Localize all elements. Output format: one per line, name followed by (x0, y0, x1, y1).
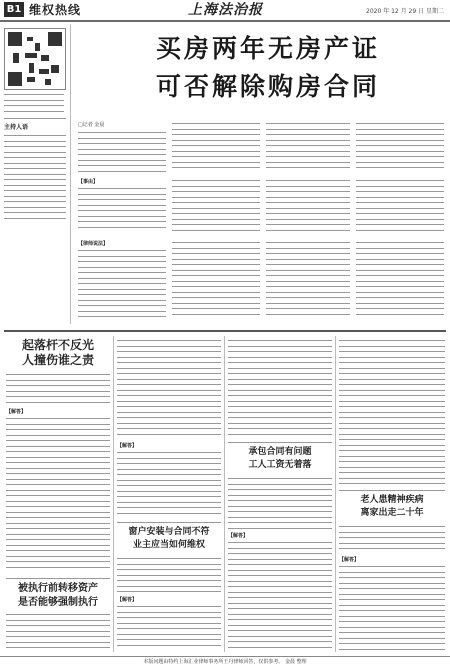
main-article-col3 (266, 121, 350, 173)
section-title: 维权热线 (29, 3, 82, 17)
article1-title-line2: 人撞伤谁之责 (21, 353, 94, 367)
lawyer-text-2 (172, 240, 260, 322)
qr-code (4, 28, 66, 90)
case-text-3 (266, 178, 350, 234)
article2-title-line1: 被执行前转移资产 (18, 583, 98, 594)
masthead-logo: 上海法治报 (188, 2, 263, 18)
article4-answer (228, 540, 332, 652)
article3-answer-tag: 【解答】 (117, 597, 138, 603)
issue-date: 2020 年 12 月 29 日 星期二 (366, 8, 444, 15)
qr-caption (4, 92, 64, 114)
host-note-text (4, 133, 66, 225)
article1-question (6, 372, 110, 406)
article1-answer-tag: 【解答】 (6, 409, 27, 415)
lawyer-tag: 【律师说法】 (78, 241, 109, 247)
article5-question (339, 524, 445, 554)
article4-question (228, 476, 332, 530)
article4-title-line2: 工人工资无着落 (248, 460, 312, 470)
article2-answer-tag: 【解答】 (117, 443, 138, 449)
article3-title-line2: 业主应当如何维权 (132, 540, 205, 550)
lawyer-text-4 (356, 240, 444, 322)
article2-title-line2: 是否能够强制执行 (18, 597, 98, 608)
headline-line2: 可否解除购房合同 (155, 72, 380, 101)
article1-answer (6, 416, 110, 574)
headline-line1: 买房两年无房产证 (155, 34, 380, 63)
article2-answer (117, 450, 221, 518)
main-article-col2 (172, 121, 260, 173)
main-article-col4 (356, 121, 444, 173)
article2-text (6, 612, 110, 652)
lawyer-text-1 (78, 248, 166, 322)
case-text-4 (356, 178, 444, 234)
article4-answer-cont (339, 338, 445, 488)
footer-note: 本版问题由特约上海汇业律师事务所王丹律师回答，仅供参考。 金晨 整理 (0, 656, 450, 669)
lawyer-text-3 (266, 240, 350, 322)
article5-title-line1: 老人患精神疾病 (360, 495, 424, 505)
article3-answer (117, 604, 221, 652)
article4-title-line1: 承包合同有问题 (248, 447, 312, 457)
article1-answer-cont (117, 338, 221, 438)
host-note-title: 主持人语 (4, 124, 29, 131)
article3-question (117, 556, 221, 594)
article5-answer-tag: 【解答】 (339, 557, 360, 563)
case-text (78, 186, 166, 232)
article1-title-line1: 起落杆不反光 (21, 338, 94, 352)
article5-title-line2: 离家出走二十年 (360, 508, 424, 518)
article3-answer-cont (228, 338, 332, 438)
article4-answer-tag: 【解答】 (228, 533, 249, 539)
article5-answer (339, 564, 445, 652)
main-article-col1 (78, 130, 166, 174)
article3-title-line1: 窗户安装与合同不符 (128, 527, 210, 537)
byline: □记者 金晨 (78, 122, 105, 128)
case-tag: 【事由】 (78, 179, 99, 185)
page-number: B1 (4, 2, 24, 17)
case-text-2 (172, 178, 260, 234)
